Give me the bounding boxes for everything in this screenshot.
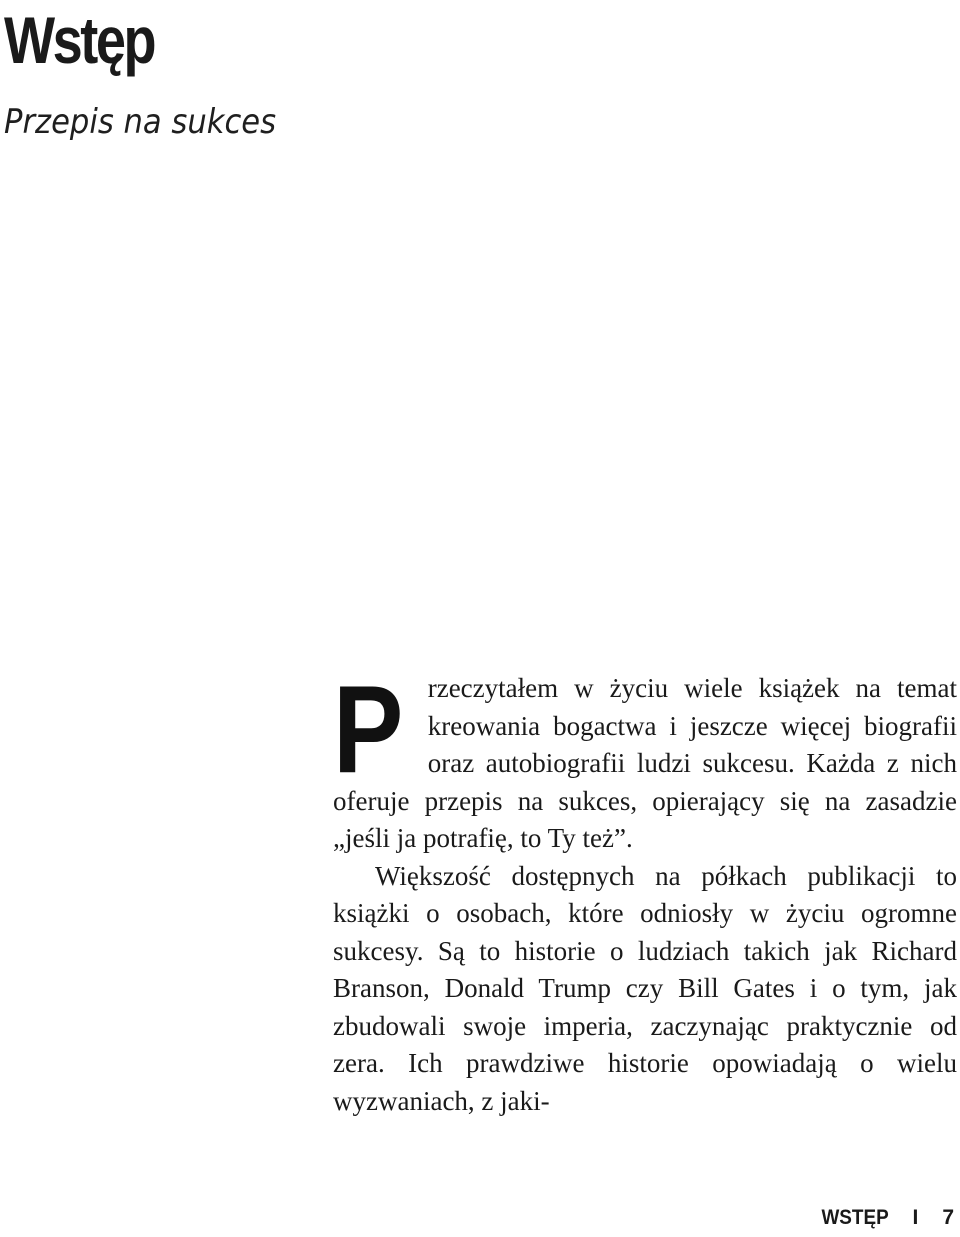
chapter-subtitle: Przepis na sukces <box>4 102 277 142</box>
paragraph-2: Większość dostępnych na półkach publikacji to książki o osobach, które odniosły w życiu ogromne sukcesy. Są to historie o ludziach takich jak Richard Branson, Donald Trump czy Bill Gates i o tym, jak zbudowali swoje imperia, zaczynając praktycznie od zera. Ich prawdziwe historie opowiadają o wielu wyzwaniach, z jaki- <box>333 860 957 1116</box>
paragraph-1 <box>333 661 957 858</box>
page-number: 7 <box>942 1206 954 1229</box>
paragraph-1-text: rzeczytałem w życiu wiele książek na temat kreowania bogactwa i jeszcze więcej biografii oraz autobiografii ludzi sukcesu. Każda z nich oferuje przepis na sukces, opierający się na zasadzie „jeśli ja potrafię, to Ty też”. <box>333 673 957 853</box>
running-footer <box>814 1205 954 1231</box>
body-text <box>333 661 957 1120</box>
drop-cap: P <box>333 661 404 799</box>
footer-section-label: WSTĘP <box>821 1206 889 1229</box>
footer-divider: I <box>912 1206 919 1229</box>
chapter-title: Wstęp <box>4 3 155 77</box>
